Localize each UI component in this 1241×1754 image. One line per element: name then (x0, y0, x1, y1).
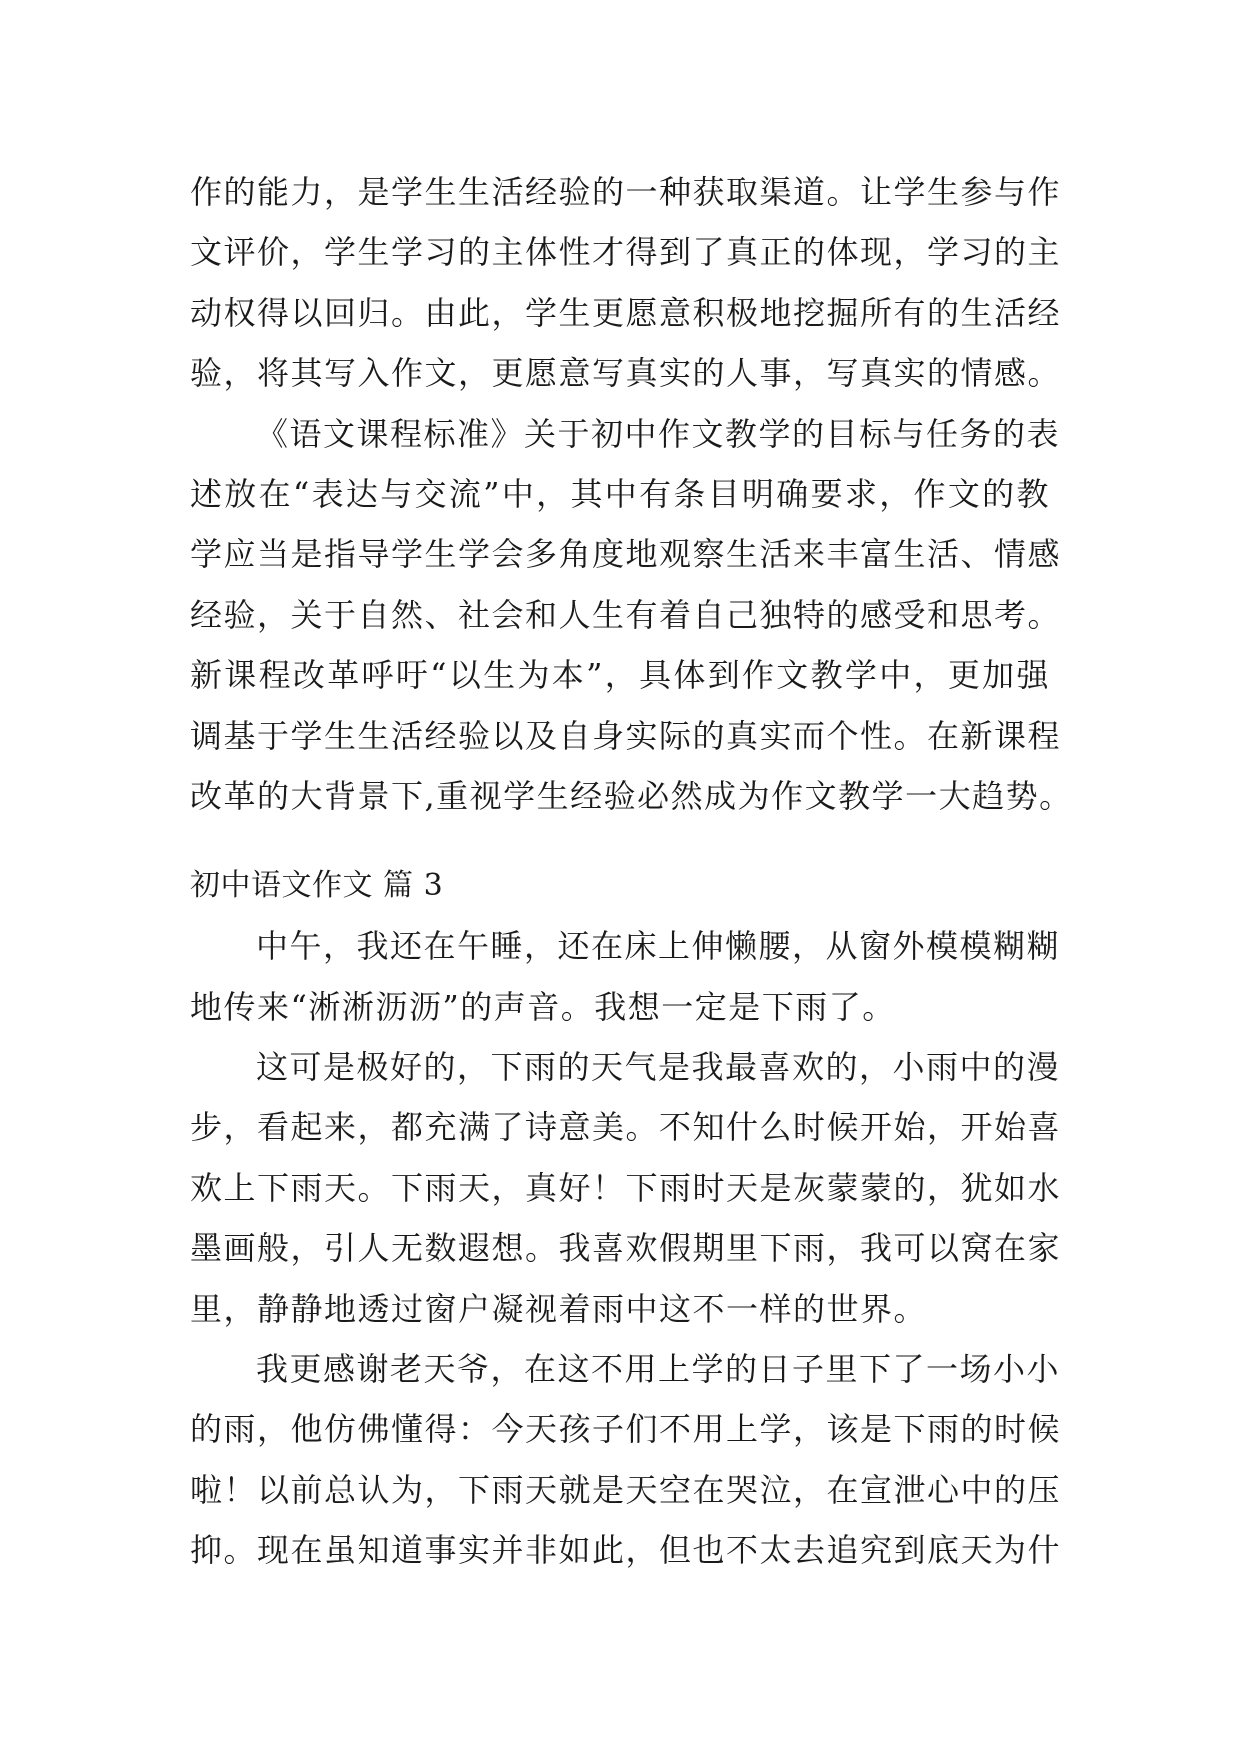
text-line: 墨画般，引人无数遐想。我喜欢假期里下雨，我可以窝在家 (190, 1229, 1062, 1268)
text-line: 《语文课程标准》关于初中作文教学的目标与任务的表 (256, 414, 1061, 453)
text-line: 验，将其写入作文，更愿意写真实的人事，写真实的情感。 (190, 354, 1062, 393)
text-line: 欢上下雨天。下雨天，真好！下雨时天是灰蒙蒙的，犹如水 (190, 1168, 1062, 1207)
text-line: 新课程改革呼吁“以生为本”，具体到作文教学中，更加强 (190, 656, 1050, 695)
text-line: 改革的大背景下,重视学生经验必然成为作文教学一大趋势。 (190, 776, 1073, 815)
text-line: 文评价，学生学习的主体性才得到了真正的体现，学习的主 (190, 233, 1062, 272)
text-line: 述放在“表达与交流”中，其中有条目明确要求，作文的教 (190, 474, 1050, 513)
text-line: 的雨，他仿佛懂得：今天孩子们不用上学，该是下雨的时候 (190, 1410, 1062, 1449)
document-body (190, 162, 1073, 1581)
text-line: 动权得以回归。由此，学生更愿意积极地挖掘所有的生活经 (190, 293, 1062, 332)
text-line: 作的能力，是学生生活经验的一种获取渠道。让学生参与作 (190, 173, 1062, 211)
text-line: 经验，关于自然、社会和人生有着自己独特的感受和思考。 (190, 595, 1062, 634)
text-line: 调基于学生生活经验以及自身实际的真实而个性。在新课程 (190, 716, 1062, 755)
text-line: 我更感谢老天爷，在这不用上学的日子里下了一场小小 (256, 1350, 1061, 1389)
section-heading: 初中语文作文 篇 3 (190, 868, 444, 904)
text-line: 这可是极好的，下雨的天气是我最喜欢的，小雨中的漫 (256, 1048, 1061, 1087)
text-line: 中午，我还在午睡，还在床上伸懒腰，从窗外模模糊糊 (256, 927, 1061, 966)
text-line: 学应当是指导学生学会多角度地观察生活来丰富生活、情感 (190, 535, 1062, 574)
text-line: 啦！以前总认为，下雨天就是天空在哭泣，在宣泄心中的压 (190, 1470, 1062, 1509)
text-line: 里，静静地透过窗户凝视着雨中这不一样的世界。 (190, 1289, 928, 1328)
text-line: 抑。现在虽知道事实并非如此，但也不太去追究到底天为什 (190, 1531, 1062, 1570)
text-line: 步，看起来，都充满了诗意美。不知什么时候开始，开始喜 (190, 1108, 1062, 1147)
text-line: 地传来“淅淅沥沥”的声音。我想一定是下雨了。 (190, 987, 896, 1026)
